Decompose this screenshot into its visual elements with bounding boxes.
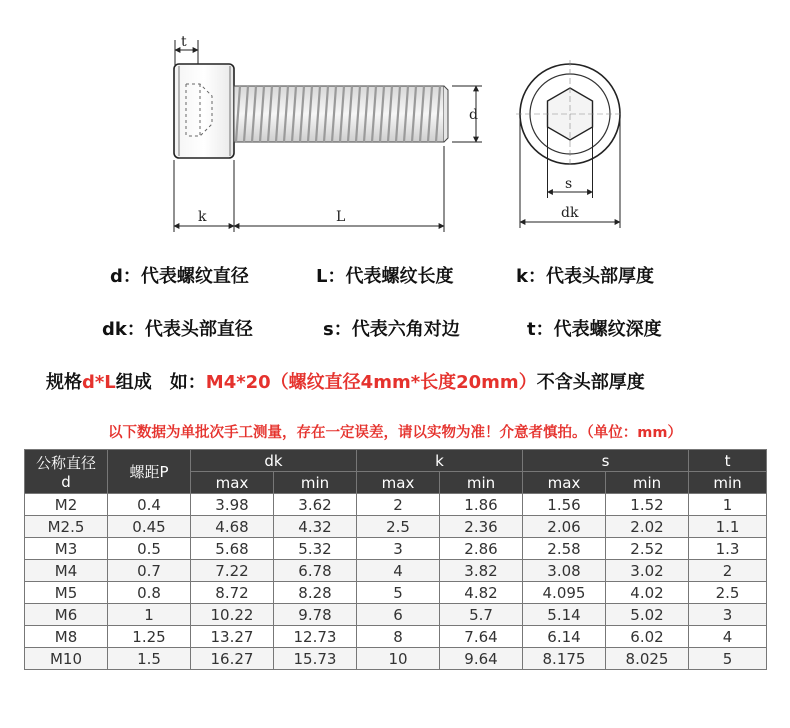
table-header-row — [25, 450, 767, 472]
subheader-s-max: max — [523, 472, 606, 494]
t-label: t — [181, 34, 187, 50]
table-cell: 6 — [357, 604, 440, 626]
s-label: s — [565, 176, 573, 192]
table-cell: 6.78 — [274, 560, 357, 582]
table-cell: 4.32 — [274, 516, 357, 538]
table-cell: 3.82 — [440, 560, 523, 582]
subheader-dk-min: min — [274, 472, 357, 494]
table-row — [25, 516, 767, 538]
spec-table — [24, 449, 767, 670]
header-dk: dk — [191, 450, 357, 472]
table-cell: 10 — [357, 648, 440, 670]
table-cell: 2 — [689, 560, 767, 582]
table-cell: 3.62 — [274, 494, 357, 516]
screw-diagram — [0, 0, 790, 240]
d-label: d — [469, 107, 478, 123]
legend-k: k：代表头部厚度 — [516, 266, 654, 287]
legend-t: t：代表螺纹深度 — [527, 319, 662, 340]
table-cell: 4 — [689, 626, 767, 648]
header-t: t — [689, 450, 767, 472]
table-cell: 0.4 — [108, 494, 191, 516]
table-cell: M10 — [25, 648, 108, 670]
table-row — [25, 494, 767, 516]
screw-end-view — [516, 60, 624, 168]
table-cell: 4.82 — [440, 582, 523, 604]
spec-example: M4*20（螺纹直径4mm*长度20mm） — [205, 372, 537, 393]
table-cell: 2.52 — [606, 538, 689, 560]
table-cell: 5.7 — [440, 604, 523, 626]
table-cell: 2.58 — [523, 538, 606, 560]
spec-formula: d*L — [82, 372, 116, 393]
header-nominal-line1: 公称直径 — [35, 454, 96, 472]
spec-line — [46, 368, 645, 394]
table-cell: 2.02 — [606, 516, 689, 538]
subheader-dk-max: max — [191, 472, 274, 494]
table-cell: 8.025 — [606, 648, 689, 670]
table-cell: 1.25 — [108, 626, 191, 648]
table-cell: 3 — [689, 604, 767, 626]
table-cell: 0.5 — [108, 538, 191, 560]
table-cell: M4 — [25, 560, 108, 582]
table-row — [25, 538, 767, 560]
table-cell: 5 — [689, 648, 767, 670]
table-cell: 1.1 — [689, 516, 767, 538]
table-cell: 8.28 — [274, 582, 357, 604]
table-cell: 16.27 — [191, 648, 274, 670]
table-cell: 4.095 — [523, 582, 606, 604]
table-cell: 2.5 — [357, 516, 440, 538]
table-cell: 2.06 — [523, 516, 606, 538]
table-cell: 5.02 — [606, 604, 689, 626]
table-cell: 0.8 — [108, 582, 191, 604]
table-cell: 4.02 — [606, 582, 689, 604]
table-cell: 5.68 — [191, 538, 274, 560]
t-dimension — [175, 34, 198, 65]
table-cell: 1.52 — [606, 494, 689, 516]
measurement-notice: 以下数据为单批次手工测量，存在一定误差，请以实物为准！介意者慎拍。（单位：mm） — [108, 425, 682, 441]
table-cell: 7.22 — [191, 560, 274, 582]
table-cell: 8.175 — [523, 648, 606, 670]
spec-prefix: 规格 — [46, 372, 82, 393]
table-cell: 8.72 — [191, 582, 274, 604]
table-cell: 2.36 — [440, 516, 523, 538]
header-k: k — [357, 450, 523, 472]
table-cell: 5.32 — [274, 538, 357, 560]
legend-d: d：代表螺纹直径 — [110, 266, 249, 287]
table-cell: 5.14 — [523, 604, 606, 626]
table-cell: M6 — [25, 604, 108, 626]
table-row — [25, 648, 767, 670]
table-cell: M2.5 — [25, 516, 108, 538]
table-cell: M5 — [25, 582, 108, 604]
header-pitch: 螺距P — [108, 450, 191, 494]
table-cell: M3 — [25, 538, 108, 560]
table-cell: 2 — [357, 494, 440, 516]
table-cell: 1.3 — [689, 538, 767, 560]
table-cell: 3.08 — [523, 560, 606, 582]
spec-suffix: 组成 如： — [115, 372, 206, 393]
table-cell: M8 — [25, 626, 108, 648]
table-cell: 1.5 — [108, 648, 191, 670]
table-cell: 5 — [357, 582, 440, 604]
subheader-s-min: min — [606, 472, 689, 494]
table-cell: 0.7 — [108, 560, 191, 582]
screw-drawing — [0, 0, 790, 240]
table-cell: 7.64 — [440, 626, 523, 648]
table-cell: 6.14 — [523, 626, 606, 648]
legend-dk: dk：代表头部直径 — [102, 319, 253, 340]
subheader-t-min: min — [689, 472, 767, 494]
table-cell: 1.86 — [440, 494, 523, 516]
table-row — [25, 604, 767, 626]
table-cell: 6.02 — [606, 626, 689, 648]
legend-L: L：代表螺纹长度 — [316, 266, 454, 287]
screw-head — [174, 64, 234, 158]
table-cell: 4 — [357, 560, 440, 582]
table-cell: 2.5 — [689, 582, 767, 604]
table-cell: 12.73 — [274, 626, 357, 648]
table-cell: 2.86 — [440, 538, 523, 560]
header-s: s — [523, 450, 689, 472]
subheader-k-max: max — [357, 472, 440, 494]
table-cell: 0.45 — [108, 516, 191, 538]
spec-note: 不含头部厚度 — [536, 372, 645, 393]
table-cell: M2 — [25, 494, 108, 516]
d-dimension — [452, 86, 482, 142]
k-label: k — [198, 209, 207, 225]
dk-label: dk — [561, 205, 579, 221]
table-cell: 3.98 — [191, 494, 274, 516]
table-cell: 1 — [689, 494, 767, 516]
table-row — [25, 582, 767, 604]
k-l-dimension — [174, 146, 444, 232]
table-cell: 3.02 — [606, 560, 689, 582]
table-cell: 1 — [108, 604, 191, 626]
table-cell: 13.27 — [191, 626, 274, 648]
table-cell: 9.64 — [440, 648, 523, 670]
subheader-k-min: min — [440, 472, 523, 494]
header-nominal-diameter — [25, 450, 108, 494]
table-row — [25, 560, 767, 582]
screw-thread — [234, 86, 448, 142]
table-row — [25, 626, 767, 648]
table-cell: 10.22 — [191, 604, 274, 626]
legend-s: s：代表六角对边 — [323, 319, 460, 340]
table-cell: 4.68 — [191, 516, 274, 538]
table-cell: 8 — [357, 626, 440, 648]
table-cell: 9.78 — [274, 604, 357, 626]
table-cell: 1.56 — [523, 494, 606, 516]
header-nominal-line2: d — [61, 473, 71, 491]
L-label: L — [336, 209, 346, 225]
table-cell: 3 — [357, 538, 440, 560]
table-cell: 15.73 — [274, 648, 357, 670]
